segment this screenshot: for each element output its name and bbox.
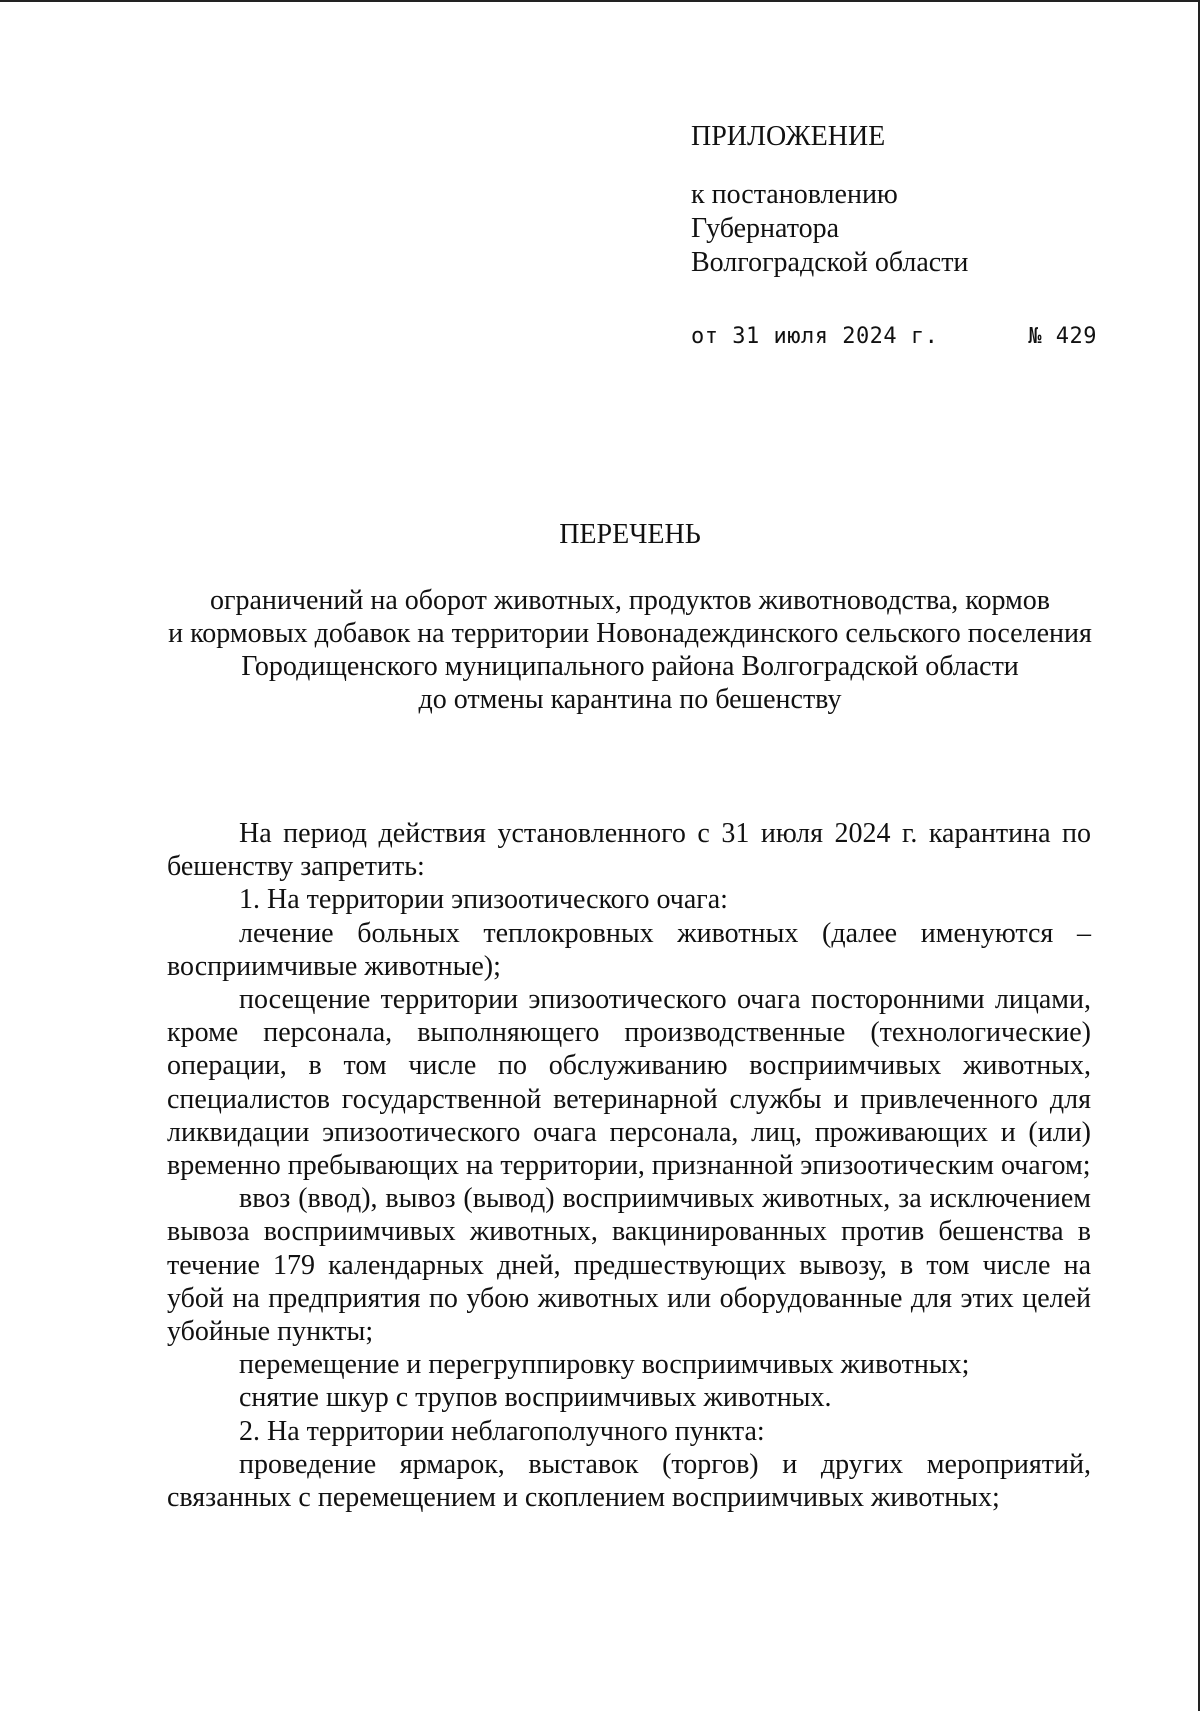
appendix-title: ПРИЛОЖЕНИЕ (691, 121, 886, 152)
appendix-to-line: Волгоградской области (691, 247, 969, 278)
decree-number: № 429 (1028, 324, 1097, 349)
body-paragraph: посещение территории эпизоотического очага посторонними лицами, кроме персонала, выполняющего производственные (технологические) операции, в том числе по обслуживанию восприимчивых животных, специалистов государственной ветеринарной службы и привлеченного для ликвидации эпизоотического очага персонала, лиц, проживающих и (или) временно пребывающих на территории, признанной эпизоотическим очагом; (167, 984, 1091, 1182)
body-paragraph: ввоз (ввод), вывоз (вывод) восприимчивых животных, за исключением вывоза восприимчивых животных, вакцинированных против бешенства в течение 179 календарных дней, предшествующих вывозу, в том числе на убой на предприятия по убою животных или оборудованные для этих целей убойные пункты; (167, 1183, 1091, 1348)
decree-date-number (691, 320, 1101, 354)
scan-top-edge (0, 0, 1200, 2)
decree-date: от 31 июля 2024 г. (691, 324, 939, 349)
appendix-to-line: Губернатора (691, 213, 840, 244)
body-text (167, 817, 1091, 1514)
document-title: ПЕРЕЧЕНЬ (559, 519, 701, 550)
body-paragraph: лечение больных теплокровных животных (далее именуются – восприимчивые животные); (167, 917, 1091, 982)
subtitle-line: до отмены карантина по бешенству (418, 684, 842, 715)
body-paragraph: проведение ярмарок, выставок (торгов) и других мероприятий, связанных с перемещением и скоплением восприимчивых животных; (167, 1448, 1091, 1514)
subtitle-line: Городищенского муниципального района Волгоградской области (241, 651, 1019, 682)
body-paragraph: перемещение и перегруппировку восприимчивых животных; (239, 1349, 970, 1381)
subtitle-line: ограничений на оборот животных, продуктов животноводства, кормов (210, 585, 1050, 616)
document-subtitle (150, 584, 1110, 716)
body-paragraph: снятие шкур с трупов восприимчивых животных. (239, 1382, 832, 1414)
appendix-block (691, 120, 968, 280)
body-paragraph: На период действия установленного с 31 июля 2024 г. карантина по бешенству запретить: (167, 818, 1091, 883)
appendix-to-line: к постановлению (691, 179, 898, 210)
body-paragraph: 1. На территории эпизоотического очага: (239, 884, 728, 916)
subtitle-line: и кормовых добавок на территории Новонадеждинского сельского поселения (168, 618, 1092, 649)
body-paragraph: 2. На территории неблагополучного пункта: (239, 1415, 765, 1447)
